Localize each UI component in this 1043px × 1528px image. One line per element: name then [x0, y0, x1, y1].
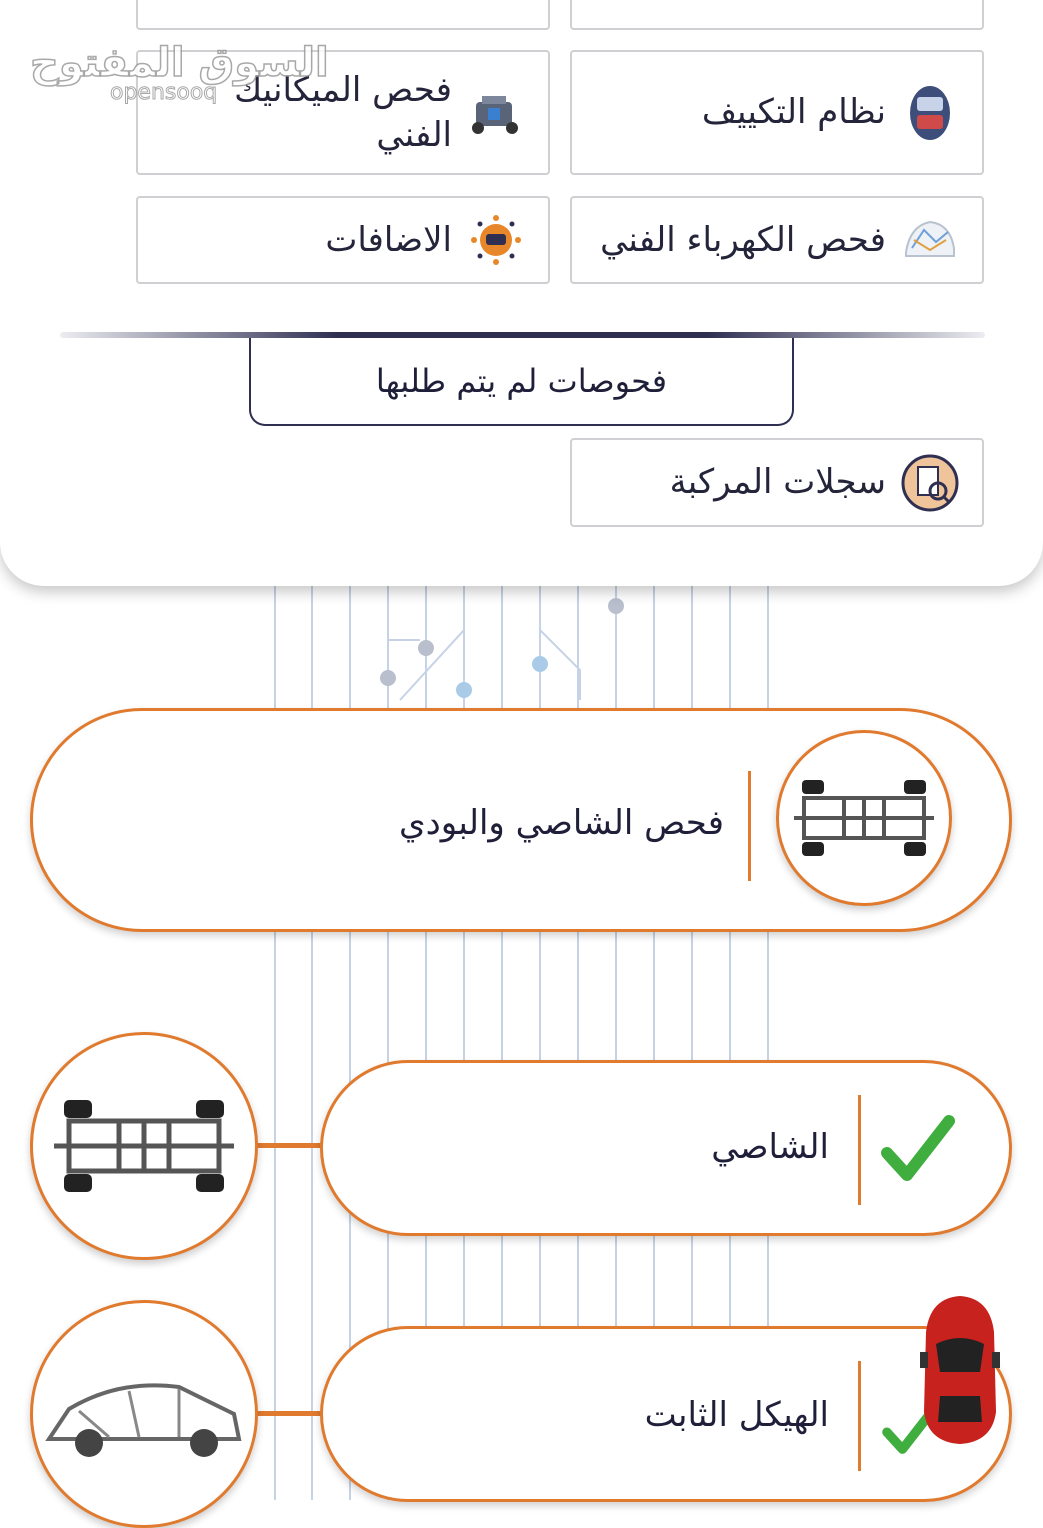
- tile-partial-left[interactable]: [136, 0, 550, 30]
- not-requested-tab[interactable]: فحوصات لم يتم طلبها: [249, 338, 794, 426]
- check-item-chassis[interactable]: [320, 1060, 1012, 1236]
- tile-ac-system[interactable]: [570, 50, 984, 175]
- check-icon: [881, 1113, 955, 1185]
- ac-system-icon: [900, 83, 960, 143]
- item-body-frame-image: [30, 1300, 258, 1528]
- wiring-icon: [900, 210, 960, 270]
- opensooq-watermark: السوق المفتوح opensooq: [30, 40, 329, 105]
- tile-vehicle-records-label: سجلات المركبة: [669, 462, 886, 503]
- tile-electric[interactable]: [570, 196, 984, 284]
- chassis-icon: [776, 730, 952, 906]
- tile-addons-label: الاضافات: [325, 219, 452, 260]
- item-chassis-image: [30, 1032, 258, 1260]
- red-car-icon: [918, 1292, 1002, 1448]
- tile-vehicle-records[interactable]: [570, 438, 984, 527]
- check-item-chassis-label: الشاصي: [711, 1127, 829, 1167]
- tile-electric-label: فحص الكهرباء الفني: [600, 219, 886, 260]
- tile-partial-right[interactable]: [570, 0, 984, 30]
- section-title: فحص الشاصي والبودي: [399, 803, 724, 843]
- tile-addons[interactable]: [136, 196, 550, 284]
- tile-mechanical-label: فحص الميكانيك الفني: [234, 70, 452, 155]
- check-item-body-frame-label: الهيكل الثابت: [644, 1395, 829, 1435]
- car-addons-icon: [466, 210, 526, 270]
- records-icon: [900, 453, 960, 513]
- check-item-body-frame[interactable]: [320, 1326, 1012, 1502]
- tile-ac-label: نظام التكييف: [701, 92, 886, 133]
- engine-icon: [466, 83, 526, 143]
